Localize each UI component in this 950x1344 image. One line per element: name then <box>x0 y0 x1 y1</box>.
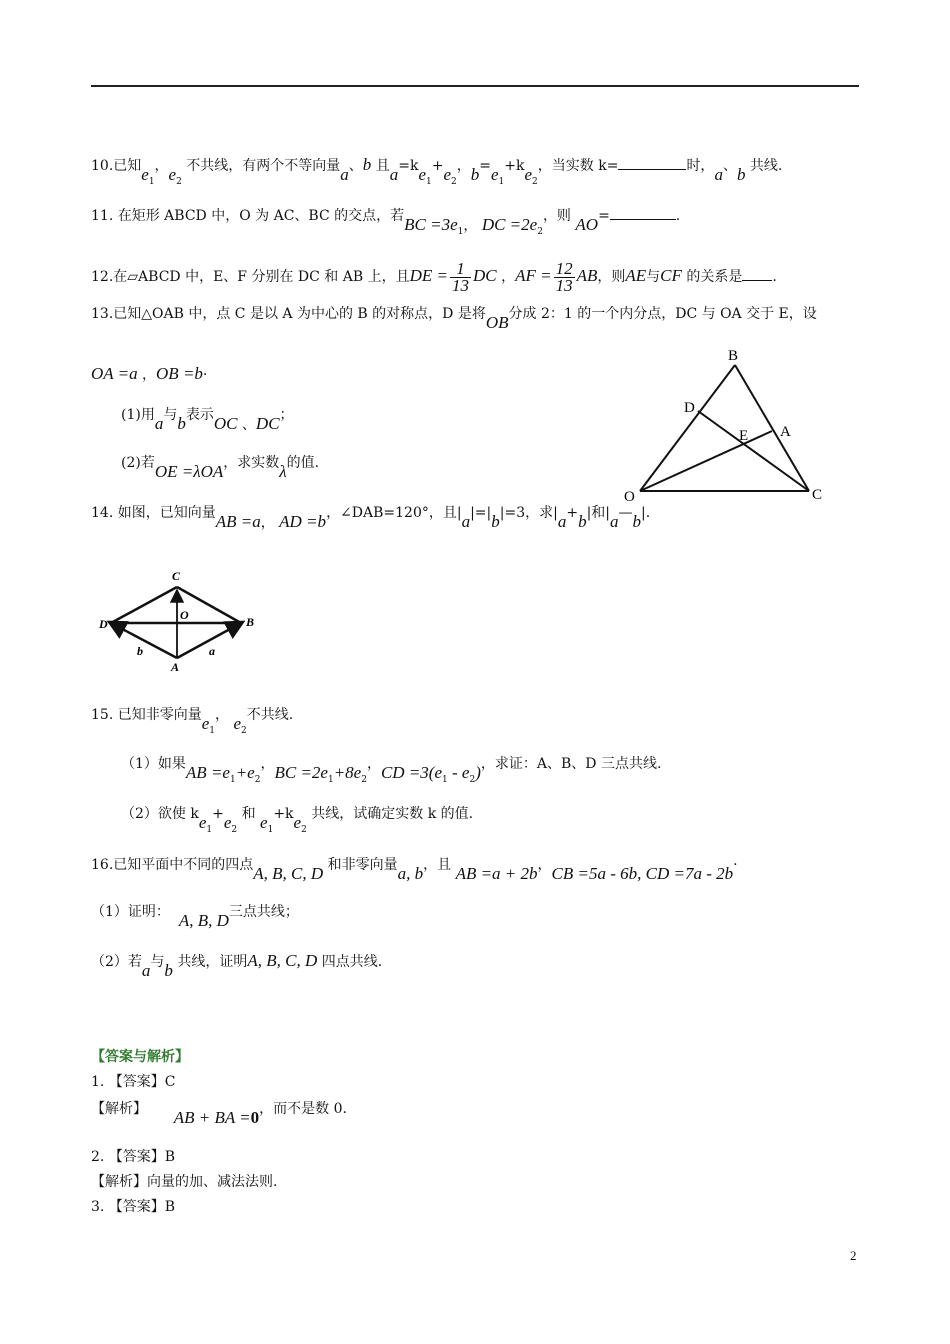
answer-3: 3. 【答案】B <box>91 1199 176 1215</box>
fraction: $\frac{12}{13}$ <box>555 258 573 295</box>
label-B: B <box>246 615 255 629</box>
vector-b <box>111 623 177 658</box>
answer-blank[interactable] <box>610 205 676 220</box>
answer-2: 2. 【答案】B <box>91 1149 176 1165</box>
triangle-figure <box>615 345 830 505</box>
label-A: A <box>171 660 180 674</box>
label-A: A <box>780 424 791 440</box>
answers-heading: 【答案与解析】 <box>91 1049 189 1065</box>
question-14: 14. 如图，已知向量AB =a， AD =b，∠DAB=120°，且|a|=|b|=3，求|a+b|和|a—b|. <box>91 505 651 531</box>
label-O: O <box>180 608 189 622</box>
page-number: 2 <box>850 1248 857 1263</box>
label-B: B <box>728 348 739 364</box>
question-13: 13.已知△OAB 中，点 C 是以 A 为中心的 B 的对称点，D 是将OB分成 2：1 的一个内分点，DC 与 OA 交于 E，设 <box>91 306 817 332</box>
answer-blank[interactable] <box>742 266 772 281</box>
answer-1-explanation: 【解析】 AB + BA =0，而不是数 0. <box>91 1101 347 1127</box>
question-10: 10.已知$e_1$，$e_2$ 不共线，有两个不等向量a、b 且$a=ke_1+e_2$，$b=e_1+ke_2$，当实数 k= 时，a、b 共线. <box>91 155 783 187</box>
question-13-part-1: (1)用a与b表示OC 、DC； <box>121 407 294 433</box>
fraction: $\frac{1}{13}$ <box>452 258 469 295</box>
question-15-part-1: （1）如果AB $=e_1+e_2$，BC $=2e_1+8e_2$，CD $=3(e_1 - e_2)$，求证：A、B、D 三点共线. <box>121 756 662 785</box>
header-rule <box>91 85 859 87</box>
label-E: E <box>739 428 749 444</box>
question-16: 16.已知平面中不同的四点A, B, C, D 和非零向量a, b，且 AB =a + 2b，CB =5a - 6b, CD =7a - 2b· <box>91 857 738 883</box>
answer-2-explanation: 【解析】向量的加、减法法则. <box>91 1174 278 1190</box>
label-D: D <box>684 400 695 416</box>
question-15-part-2: （2）欲使 $ke_1+e_2$ 和 $e_1+ke_2$ 共线，试确定实数 k 的值. <box>121 806 474 835</box>
question-13-part-2: (2)若OE =λOA，求实数λ的值. <box>121 455 320 481</box>
label-C: C <box>172 569 181 583</box>
answer-1: 1. 【答案】C <box>91 1074 176 1090</box>
label-a: a <box>209 644 215 658</box>
question-11: 11. 在矩形 ABCD 中，O 为 AC、BC 的交点，若BC $=3e_1$， DC $=2e_2$，则 AO= . <box>91 205 680 232</box>
segment-dc <box>698 411 809 491</box>
question-16-part-2: （2）若a与b 共线，证明A, B, C, D 四点共线. <box>91 951 383 980</box>
segment-oa <box>640 431 772 491</box>
label-O: O <box>624 489 635 505</box>
question-15: 15. 已知非零向量$e_1$， $e_2$不共线. <box>91 707 294 736</box>
question-13-setup: OA =a ，OB =b· <box>91 364 208 383</box>
edge-dc <box>111 587 177 623</box>
rhombus-figure <box>95 566 265 676</box>
question-12: 12.在▱ABCD 中，E、F 分别在 DC 和 AB 上，且DE = $\frac{1}{13}$ DC ，AF = $\frac{12}{13}$ AB，则AE与CF 的关系是 . <box>91 258 777 295</box>
question-16-part-1: （1）证明： A, B, D三点共线； <box>91 904 299 930</box>
answer-blank[interactable] <box>618 155 686 170</box>
label-D: D <box>99 617 108 631</box>
label-b: b <box>137 644 143 658</box>
label-C: C <box>812 487 823 503</box>
